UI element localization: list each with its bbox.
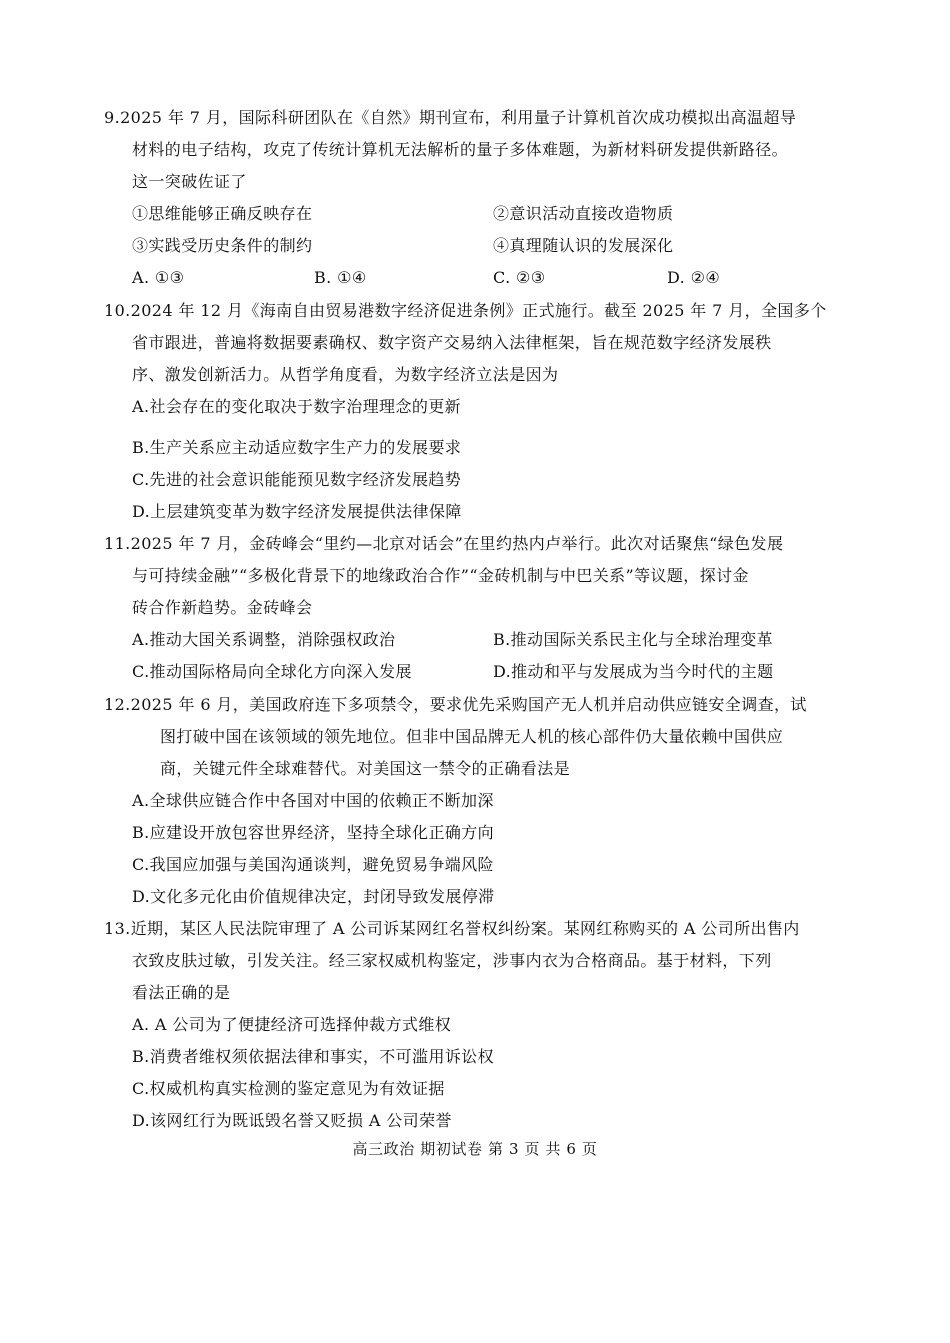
question-9-statement-1: ①思维能够正确反映存在 (132, 204, 313, 223)
question-12-stem-line-2: 图打破中国在该领域的领先地位。但非中国品牌无人机的核心部件仍大量依赖中国供应 (160, 727, 784, 746)
question-9-stem-line-3: 这一突破佐证了 (132, 172, 247, 191)
question-12-stem-line-1: 12.2025 年 6 月，美国政府连下多项禁令，要求优先采购国产无人机并启动供应链安全调查，试 (104, 695, 807, 714)
question-10-stem-line-3: 序、激发创新活力。从哲学角度看，为数字经济立法是因为 (132, 365, 559, 384)
question-9-stem-line-1: 9.2025 年 7 月，国际科研团队在《自然》期刊宣布，利用量子计算机首次成功模拟出高温超导 (104, 108, 797, 127)
question-13-option-d[interactable]: D.该网红行为既诋毁名誉又贬损 A 公司荣誉 (132, 1111, 452, 1130)
page-footer: 高三政治 期初试卷 第 3 页 共 6 页 (352, 1140, 598, 1158)
question-9-option-c[interactable]: C. ②③ (493, 268, 546, 287)
question-11-option-b[interactable]: B.推动国际关系民主化与全球治理变革 (493, 630, 774, 649)
question-13-option-a[interactable]: A. A 公司为了便捷经济可选择仲裁方式维权 (132, 1015, 452, 1034)
question-13-stem-line-2: 衣致皮肤过敏，引发关注。经三家权威机构鉴定，涉事内衣为合格商品。基于材料，下列 (132, 951, 772, 970)
question-11-stem-line-2: 与可持续金融”“多极化背景下的地缘政治合作”“金砖机制与中巴关系”等议题，探讨金 (132, 566, 749, 585)
question-12-option-b[interactable]: B.应建设开放包容世界经济，坚持全球化正确方向 (132, 823, 495, 842)
question-9-statement-2: ②意识活动直接改造物质 (493, 204, 674, 223)
question-11-option-c[interactable]: C.推动国际格局向全球化方向深入发展 (132, 662, 412, 681)
question-12-option-a[interactable]: A.全球供应链合作中各国对中国的依赖正不断加深 (132, 791, 494, 810)
question-10-stem-line-1: 10.2024 年 12 月《海南自由贸易港数字经济促进条例》正式施行。截至 2025 年 7 月，全国多个 (104, 301, 827, 320)
question-12-stem-line-3: 商，关键元件全球难替代。对美国这一禁令的正确看法是 (160, 759, 571, 778)
question-13-option-c[interactable]: C.权威机构真实检测的鉴定意见为有效证据 (132, 1079, 445, 1098)
question-9-stem-line-2: 材料的电子结构，攻克了传统计算机无法解析的量子多体难题，为新材料研发提供新路径。 (132, 140, 789, 159)
question-13-stem-line-3: 看法正确的是 (132, 983, 231, 1002)
question-13-option-b[interactable]: B.消费者维权须依据法律和事实，不可滥用诉讼权 (132, 1047, 495, 1066)
question-10-option-b[interactable]: B.生产关系应主动适应数字生产力的发展要求 (132, 438, 462, 457)
question-10-option-c[interactable]: C.先进的社会意识能能预见数字经济发展趋势 (132, 470, 462, 489)
question-11-stem-line-3: 砖合作新趋势。金砖峰会 (132, 598, 313, 617)
question-11-option-a[interactable]: A.推动大国关系调整，消除强权政治 (132, 630, 396, 649)
question-10-stem-line-2: 省市跟进，普遍将数据要素确权、数字资产交易纳入法律框架，旨在规范数字经济发展秩 (132, 333, 772, 352)
question-12-option-c[interactable]: C.我国应加强与美国沟通谈判，避免贸易争端风险 (132, 855, 494, 874)
question-9-option-d[interactable]: D. ②④ (667, 268, 721, 287)
question-11-stem-line-1: 11.2025 年 7 月，金砖峰会“里约—北京对话会”在里约热内卢举行。此次对话聚焦“绿色发展 (104, 534, 784, 553)
question-11-option-d[interactable]: D.推动和平与发展成为当今时代的主题 (493, 662, 774, 681)
question-13-stem-line-1: 13.近期，某区人民法院审理了 A 公司诉某网红名誉权纠纷案。某网红称购买的 A 公司所出售内 (104, 919, 800, 938)
question-9-option-a[interactable]: A. ①③ (132, 268, 185, 287)
question-10-option-d[interactable]: D.上层建筑变革为数字经济发展提供法律保障 (132, 502, 462, 521)
question-9-option-b[interactable]: B. ①④ (314, 268, 367, 287)
question-9-statement-4: ④真理随认识的发展深化 (493, 236, 674, 255)
question-12-option-d[interactable]: D.文化多元化由价值规律决定，封闭导致发展停滞 (132, 887, 495, 906)
question-10-option-a[interactable]: A.社会存在的变化取决于数字治理理念的更新 (132, 397, 462, 416)
question-9-statement-3: ③实践受历史条件的制约 (132, 236, 313, 255)
